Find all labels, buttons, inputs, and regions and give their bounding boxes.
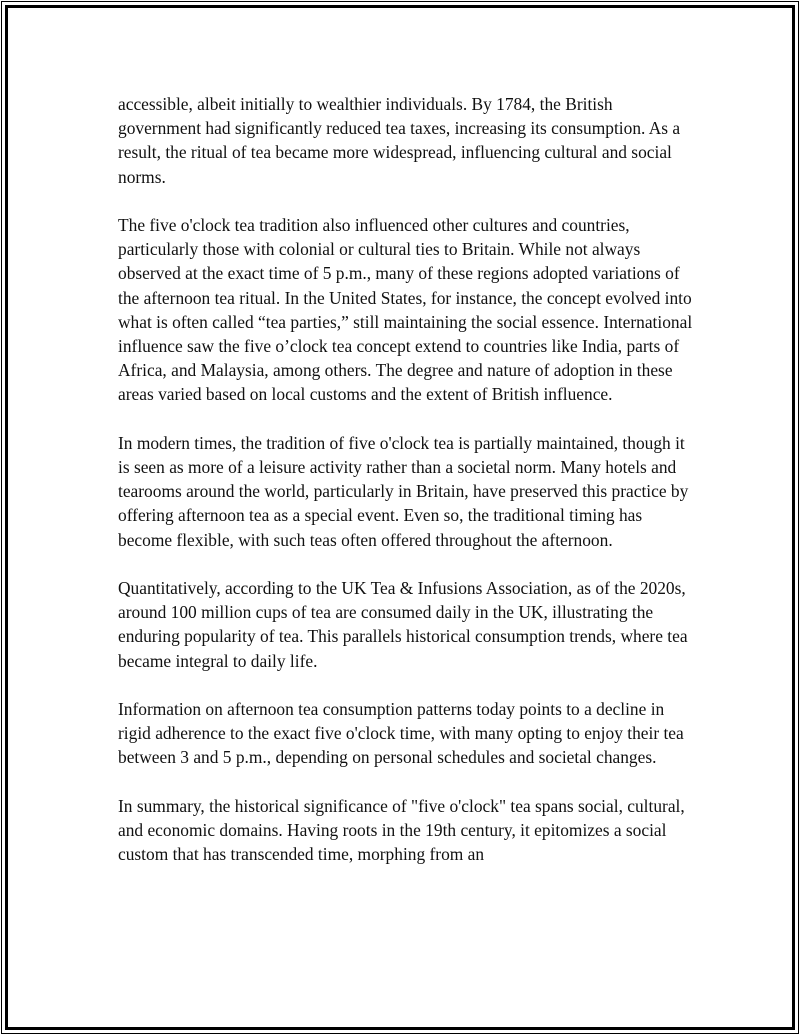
- paragraph-1: accessible, albeit initially to wealthier individuals. By 1784, the British government had significantly reduced tea taxes, increasing its consumption. As a result, the ritual of tea became more widespread, influencing cultural and social norms.: [118, 94, 681, 187]
- paragraph-4: Quantitatively, according to the UK Tea & Infusions Association, as of the 2020s, around 100 million cups of tea are consumed daily in the UK, illustrating the enduring popularity of tea. This parallels historical consumption trends, where tea became integral to daily life.: [118, 578, 688, 671]
- paragraph-2: The five o'clock tea tradition also influenced other cultures and countries, particularly those with colonial or cultural ties to Britain. While not always observed at the exact time of 5 p.m., many of these regions adopted variations of the afternoon tea ritual. In the United States, for instance, the concept evolved into what is often called “tea parties,” still maintaining the social essence. International influence saw the five o’clock tea concept extend to countries like India, parts of Africa, and Malaysia, among others. The degree and nature of adoption in these areas varied based on local customs and the extent of British influence.: [118, 215, 693, 405]
- document-body: [118, 92, 698, 891]
- paragraph-3: In modern times, the tradition of five o'clock tea is partially maintained, though it is seen as more of a leisure activity rather than a societal norm. Many hotels and tearooms around the world, particularly in Britain, have preserved this practice by offering afternoon tea as a special event. Even so, the traditional timing has become flexible, with such teas often offered throughout the afternoon.: [118, 432, 689, 550]
- paragraph-6: In summary, the historical significance of "five o'clock" tea spans social, cultural, and economic domains. Having roots in the 19th century, it epitomizes a social custom that has transcended time, morphing from an: [118, 795, 685, 865]
- paragraph-5: Information on afternoon tea consumption patterns today points to a decline in rigid adherence to the exact five o'clock time, with many opting to enjoy their tea between 3 and 5 p.m., depending on personal schedules and societal changes.: [118, 699, 684, 768]
